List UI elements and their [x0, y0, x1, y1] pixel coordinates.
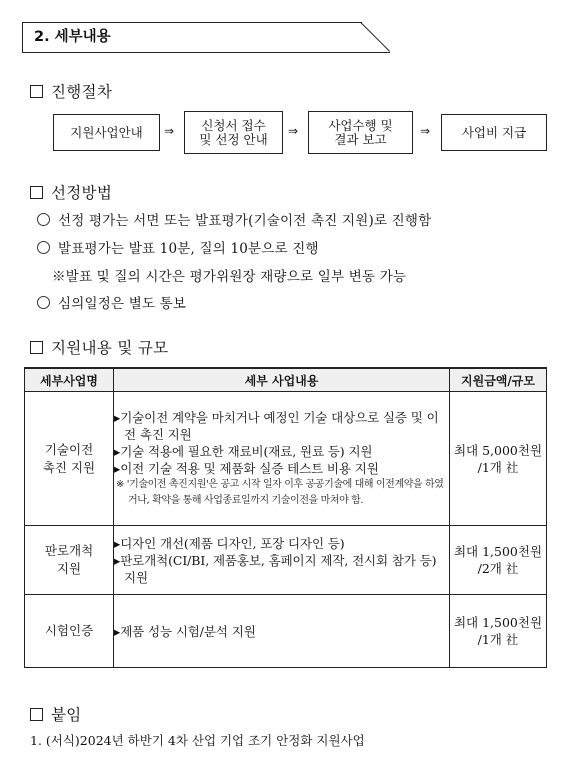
- square-outline-icon: [30, 341, 43, 354]
- selection-item: [37, 209, 431, 229]
- procedure-step-4: 사업비 지급: [441, 114, 547, 151]
- selection-note: ※발표 및 질의 시간은 평가위원장 재량으로 일부 변동 가능: [52, 269, 407, 285]
- circle-outline-icon: [37, 296, 50, 309]
- list-item-text: 디자인 개선(제품 디자인, 포장 디자인 등): [120, 535, 345, 551]
- arrow-right-icon: ⇒: [164, 124, 175, 138]
- square-outline-icon: [30, 85, 43, 98]
- list-item-text: 제품 성능 시험/분석 지원: [120, 623, 256, 639]
- selection-heading-text: 선정방법: [51, 184, 113, 202]
- square-outline-icon: [30, 186, 43, 199]
- list-item: [114, 409, 449, 443]
- bullet-icon: ▸: [114, 409, 121, 425]
- bullet-icon: ▸: [114, 552, 121, 568]
- bullet-icon: ▸: [114, 460, 121, 476]
- list-item: [114, 443, 449, 460]
- support-table: [24, 367, 547, 668]
- support-amount: 최대 5,000천원 /1개 社: [450, 392, 547, 526]
- table-row: [25, 595, 547, 668]
- selection-heading: [30, 181, 112, 203]
- arrow-right-icon: ⇒: [420, 124, 431, 138]
- selection-item: [37, 292, 186, 312]
- program-details: [114, 595, 450, 668]
- program-name: 판로개척 지원: [25, 526, 114, 595]
- selection-item: [37, 237, 319, 257]
- circle-outline-icon: [37, 241, 50, 254]
- program-details: [114, 526, 450, 595]
- list-item: [114, 535, 449, 552]
- selection-item-text: 선정 평가는 서면 또는 발표평가(기술이전 촉진 지원)로 진행함: [58, 213, 432, 229]
- list-item-text: 기술이전 계약을 마치거나 예정인 기술 대상으로 실증 및 이전 촉진 지원: [120, 409, 439, 442]
- list-item: [114, 623, 449, 640]
- bullet-icon: ▸: [114, 443, 121, 459]
- table-header-row: [25, 368, 547, 392]
- square-outline-icon: [30, 708, 43, 721]
- support-amount: 최대 1,500천원 /2개 社: [450, 526, 547, 595]
- bullet-icon: ▸: [114, 535, 121, 551]
- table-row: [25, 526, 547, 595]
- program-note: ※ '기술이전 촉진지원'은 공고 시작 일자 이후 공공기술에 대해 이전계약을 하였거나, 확약을 통해 사업종료일까지 기술이전을 마쳐야 함.: [116, 478, 444, 506]
- list-item: [114, 552, 449, 586]
- list-item: [114, 460, 449, 477]
- procedure-step-2: 신청서 접수 및 선정 안내: [184, 111, 283, 154]
- circle-outline-icon: [37, 213, 50, 226]
- list-item-text: 판로개척(CI/BI, 제품홍보, 홈페이지 제작, 전시회 참가 등) 지원: [120, 552, 437, 585]
- selection-item-text: 발표평가는 발표 10분, 질의 10분으로 진행: [58, 241, 319, 257]
- support-heading: [30, 336, 168, 358]
- list-item-text: 이전 기술 적용 및 제품화 실증 테스트 비용 지원: [120, 460, 379, 476]
- attachment-item: 1. (서식)2024년 하반기 4차 산업 기업 조기 안정화 지원사업: [30, 733, 365, 748]
- procedure-heading: [30, 80, 112, 102]
- program-name: 기술이전 촉진 지원: [25, 392, 114, 526]
- selection-item-text: 심의일정은 별도 통보: [58, 296, 187, 312]
- section-title-underline: [22, 52, 390, 53]
- section-title: 2. 세부내용: [34, 29, 111, 45]
- arrow-right-icon: ⇒: [288, 124, 299, 138]
- column-header: 세부 사업내용: [114, 368, 450, 392]
- support-heading-text: 지원내용 및 규모: [51, 339, 169, 357]
- procedure-step-1: 지원사업안내: [53, 114, 160, 151]
- procedure-heading-text: 진행절차: [51, 83, 113, 101]
- procedure-step-3: 사업수행 및 결과 보고: [308, 111, 413, 154]
- table-row: [25, 392, 547, 526]
- attachment-heading-text: 붙임: [51, 706, 82, 724]
- program-name: 시험인증: [25, 595, 114, 668]
- attachment-heading: [30, 703, 82, 725]
- bullet-icon: ▸: [114, 623, 121, 639]
- support-amount: 최대 1,500천원 /1개 社: [450, 595, 547, 668]
- column-header: 지원금액/규모: [450, 368, 547, 392]
- list-item-text: 기술 적용에 필요한 재료비(재료, 원료 등) 지원: [120, 443, 373, 459]
- program-details: [114, 392, 450, 526]
- column-header: 세부사업명: [25, 368, 114, 392]
- section-title-slant: [360, 22, 390, 52]
